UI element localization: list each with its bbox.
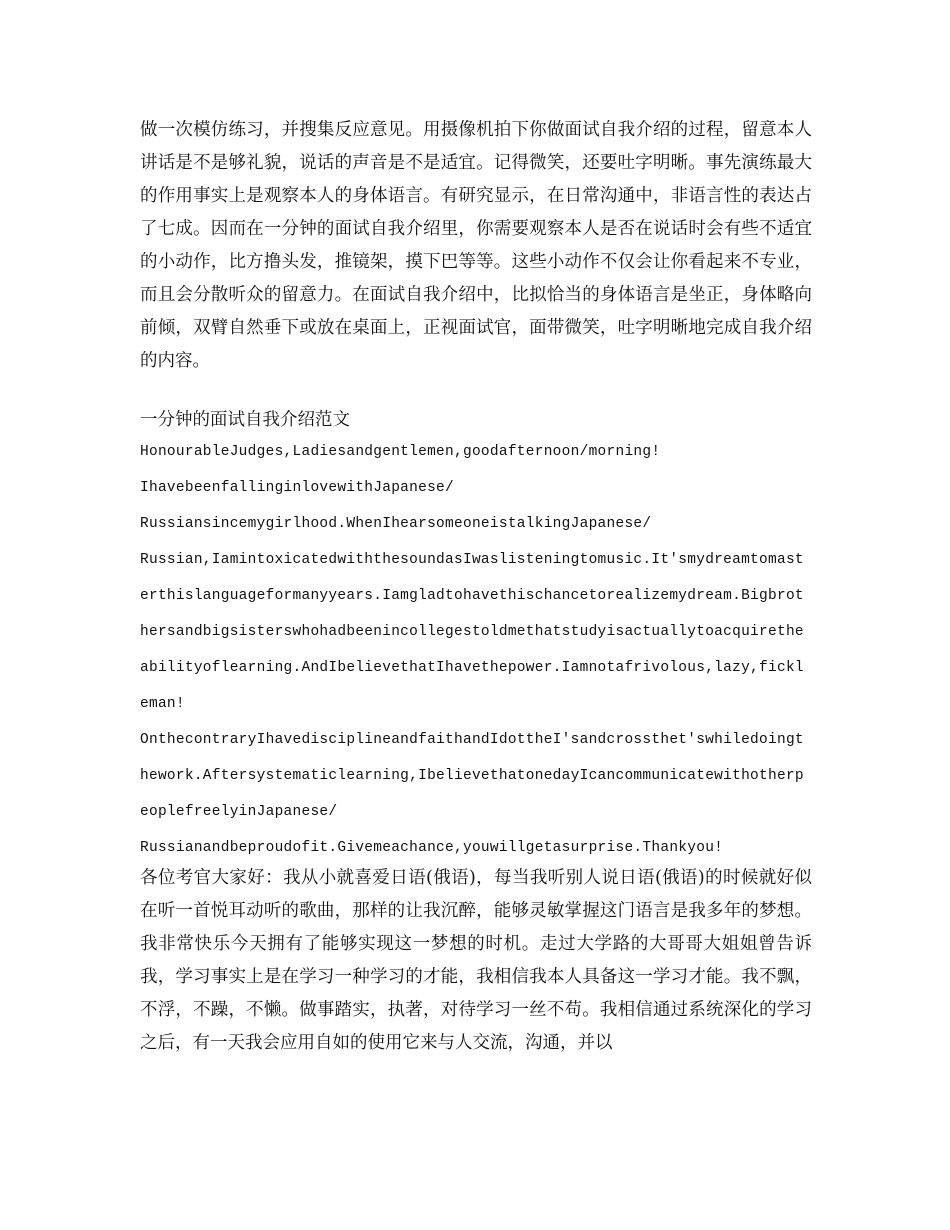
intro-paragraph: 做一次模仿练习，并搜集反应意见。用摄像机拍下你做面试自我介绍的过程，留意本人讲话是不是够礼貌，说话的声音是不是适宜。记得微笑，还要吐字明晰。事先演练最大的作用事实上是观察本人的身体语言。有研究显示，在日常沟通中，非语言性的表达占了七成。因而在一分钟的面试自我介绍里，你需要观察本人是否在说话时会有些不适宜的小动作，比方撸头发，推镜架，摸下巴等等。这些小动作不仅会让你看起来不专业，而且会分散听众的留意力。在面试自我介绍中，比拟恰当的身体语言是坐正，身体略向前倾，双臂自然垂下或放在桌面上，正视面试官，面带微笑，吐字明晰地完成自我介绍的内容。 xyxy=(140,120,812,371)
sample-heading: 一分钟的面试自我介绍范文 xyxy=(140,410,350,430)
chinese-sample-paragraph: 各位考官大家好：我从小就喜爱日语(俄语)，每当我听别人说日语(俄语)的时候就好似在听一首悦耳动听的歌曲，那样的让我沉醉，能够灵敏掌握这门语言是我多年的梦想。我非常快乐今天拥有了能够实现这一梦想的时机。走过大学路的大哥哥大姐姐曾告诉我，学习事实上是在学习一种学习的才能，我相信我本人具备这一学习才能。我不飘，不浮，不躁，不懒。做事踏实，执著，对待学习一丝不苟。我相信通过系统深化的学习之后，有一天我会应用自如的使用它来与人交流，沟通，并以 xyxy=(140,868,812,1053)
english-paragraph-5: OnthecontraryIhavedisciplineandfaithandIdottheI'sandcrossthet'swhiledoingthework.Aftersystematiclearning,IbelievethatonedayIcancommunicatewithotherpeoplefreelyinJapanese/ xyxy=(140,732,804,820)
english-line-6: Russianandbeproudofit.Givemeachance,youwillgetasurprise.Thankyou! xyxy=(140,840,724,856)
english-paragraph-4: Russian,IamintoxicatedwiththesoundasIwaslisteningtomusic.It'smydreamtomasterthislanguageformanyyears.Iamgladtohavethischancetorealizemydream.Bigbrothersandbigsisterswhohadbeenincollegestoldmethatstudyisactuallytoacquiretheabilityoflearning.AndIbelievethatIhavethepower.Iamnotafrivolous,lazy,fickleman! xyxy=(140,552,804,712)
english-line-1: HonourableJudges,Ladiesandgentlemen,goodafternoon/morning! xyxy=(140,444,661,460)
english-line-2: IhavebeenfallinginlovewithJapanese/ xyxy=(140,480,454,496)
english-line-3: Russiansincemygirlhood.WhenIhearsomeoneistalkingJapanese/ xyxy=(140,516,652,532)
